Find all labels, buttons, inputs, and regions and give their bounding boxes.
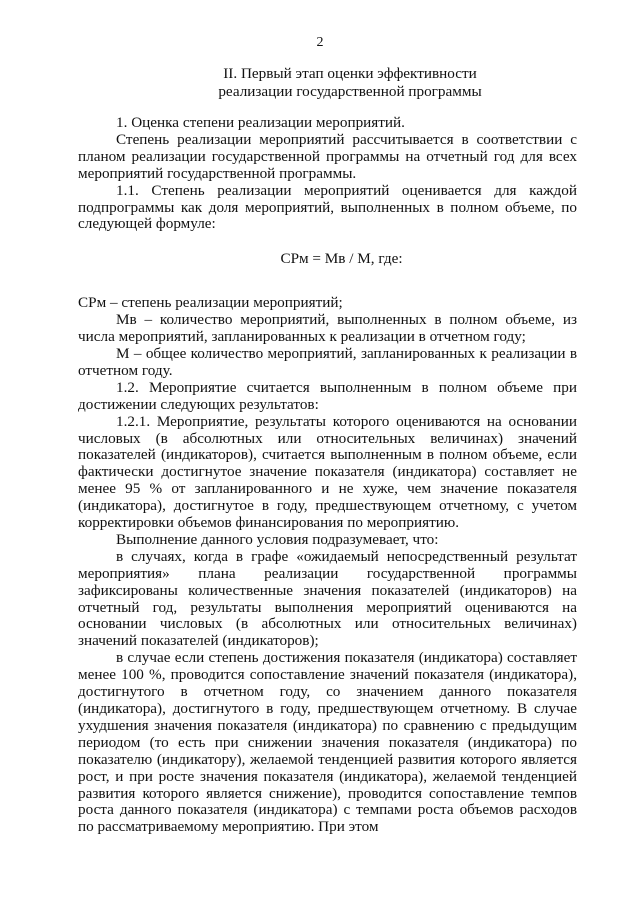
- paragraph-1-2: 1.2. Мероприятие считается выполненным в полном объеме при достижении следующих результатов:: [78, 378, 577, 413]
- paragraph-1: 1. Оценка степени реализации мероприятий.: [116, 114, 405, 131]
- paragraph-case-under-100: в случае если степень достижения показателя (индикатора) составляет менее 100 %, проводится сопоставление значений показателя (индикатора), достигнутого в отчетном году, со значением данного показателя (индикатора), достигнутого в году, предшествующем отчетному. В случае ухудшения значения показателя (индикатора) по сравнению с предыдущим периодом (то есть при снижении значения показателя (индикатора) по показателю (индикатору), желаемой тенденцией развития которого является рост, и при росте значения показателя (индикатора), желаемой тенденцией развития которого является снижение), проводится сопоставление темпов роста данного показателя (индикатора) с темпами роста объемов расходов по рассматриваемому мероприятию. При этом: [78, 649, 577, 836]
- document-body: [78, 115, 577, 836]
- page-number: 2: [316, 35, 324, 50]
- paragraph-1-2-1: 1.2.1. Мероприятие, результаты которого оцениваются на основании числовых (в абсолютных или относительных величинах) значений показателей (индикаторов), считается выполненным в полном объеме, если фактически достигнутое значение показателя (индикатора) составляет не менее 95 % от запланированного и не хуже, чем значение показателя (индикатора), достигнутое в году, предшествующем отчетному, с учетом корректировки объемов финансирования по мероприятию.: [78, 412, 577, 532]
- paragraph-srm-definition: СРм – степень реализации мероприятий;: [78, 294, 343, 312]
- paragraph-m-definition: М – общее количество мероприятий, запланированных к реализации в отчетном году.: [78, 344, 577, 379]
- section-title-line-2: реализации государственной программы: [218, 83, 482, 100]
- paragraph-mv-definition: Мв – количество мероприятий, выполненных в полном объеме, из числа мероприятий, запланированных к реализации в отчетном году;: [78, 311, 577, 346]
- paragraph-condition-intro: Выполнение данного условия подразумевает, что:: [116, 530, 439, 548]
- section-title-line-1: II. Первый этап оценки эффективности: [223, 65, 477, 82]
- paragraph-3: 1.1. Степень реализации мероприятий оценивается для каждой подпрограммы как доля мероприятий, выполненных в полном объеме, по следующей формуле:: [78, 181, 577, 233]
- paragraph-2: Степень реализации мероприятий рассчитывается в соответствии с планом реализации государственной программы на отчетный год для всех мероприятий государственной программы.: [78, 130, 577, 182]
- paragraph-case-quantitative: в случаях, когда в графе «ожидаемый непосредственный результат мероприятия» плана реализации государственной программы зафиксированы количественные значения показателей (индикаторов) на отчетный год, результаты выполнения мероприятий оцениваются на основании числовых (в абсолютных или относительных величинах) значений показателей (индикаторов);: [78, 547, 577, 650]
- formula: СРм = Мв / М, где:: [280, 250, 403, 268]
